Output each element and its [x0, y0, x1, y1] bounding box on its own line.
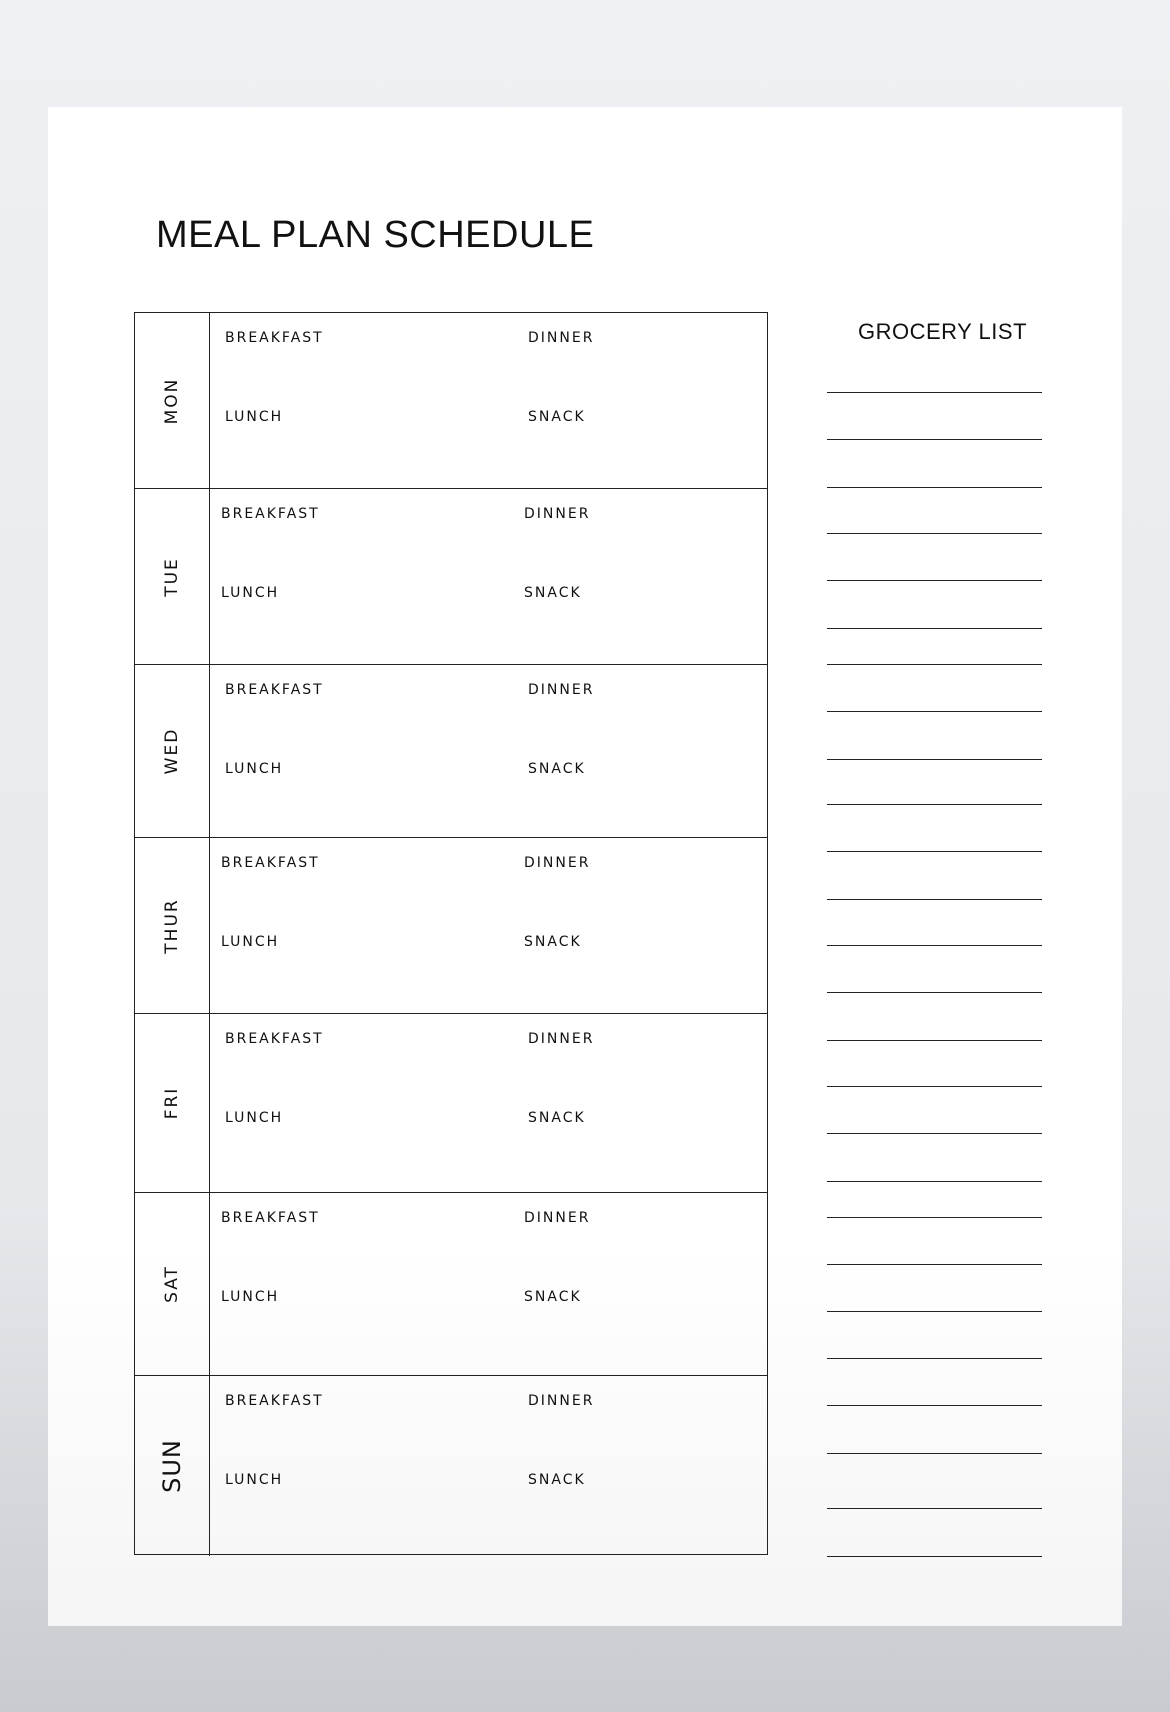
day-label: SUN — [158, 1439, 186, 1493]
grocery-line[interactable] — [827, 1264, 1042, 1265]
grocery-line[interactable] — [827, 1358, 1042, 1359]
dinner-label: DINNER — [528, 330, 595, 346]
breakfast-label: BREAKFAST — [225, 330, 324, 346]
grocery-line[interactable] — [827, 1556, 1042, 1557]
day-label: TUE — [162, 556, 182, 597]
breakfast-label: BREAKFAST — [225, 1031, 324, 1047]
dinner-label: DINNER — [528, 1393, 595, 1409]
day-row-wed — [135, 665, 767, 838]
grocery-line[interactable] — [827, 1086, 1042, 1087]
grocery-line[interactable] — [827, 711, 1042, 712]
grocery-line[interactable] — [827, 1453, 1042, 1454]
day-cell — [135, 1193, 210, 1375]
day-cell — [135, 313, 210, 488]
lunch-label: LUNCH — [221, 1289, 280, 1305]
lunch-label: LUNCH — [221, 585, 280, 601]
breakfast-label: BREAKFAST — [221, 1210, 320, 1226]
grocery-line[interactable] — [827, 1405, 1042, 1406]
grocery-line[interactable] — [827, 580, 1042, 581]
grocery-line[interactable] — [827, 392, 1042, 393]
grocery-line[interactable] — [827, 1133, 1042, 1134]
day-row-thur — [135, 838, 767, 1014]
grocery-line[interactable] — [827, 992, 1042, 993]
day-label: FRI — [162, 1086, 182, 1120]
lunch-label: LUNCH — [225, 409, 284, 425]
snack-label: SNACK — [528, 409, 586, 425]
day-row-fri — [135, 1014, 767, 1193]
day-cell — [135, 838, 210, 1013]
day-cell — [135, 489, 210, 664]
grocery-line[interactable] — [827, 1217, 1042, 1218]
grocery-list-title: GROCERY LIST — [858, 319, 1028, 344]
dinner-label: DINNER — [524, 1210, 591, 1226]
breakfast-label: BREAKFAST — [225, 1393, 324, 1409]
day-label: THUR — [162, 897, 182, 954]
grocery-line[interactable] — [827, 759, 1042, 760]
day-label: WED — [162, 727, 182, 775]
day-row-sat — [135, 1193, 767, 1376]
lunch-label: LUNCH — [225, 1472, 284, 1488]
dinner-label: DINNER — [528, 1031, 595, 1047]
day-row-sun — [135, 1376, 767, 1556]
snack-label: SNACK — [524, 1289, 582, 1305]
grocery-line[interactable] — [827, 439, 1042, 440]
day-cell — [135, 1376, 210, 1556]
day-label: SAT — [162, 1265, 182, 1303]
snack-label: SNACK — [524, 934, 582, 950]
grocery-line[interactable] — [827, 899, 1042, 900]
page-title: MEAL PLAN SCHEDULE — [156, 214, 595, 256]
snack-label: SNACK — [528, 1110, 586, 1126]
grocery-line[interactable] — [827, 1311, 1042, 1312]
day-label: MON — [162, 377, 182, 424]
grocery-line[interactable] — [827, 945, 1042, 946]
lunch-label: LUNCH — [225, 1110, 284, 1126]
day-cell — [135, 665, 210, 837]
snack-label: SNACK — [528, 761, 586, 777]
snack-label: SNACK — [528, 1472, 586, 1488]
lunch-label: LUNCH — [221, 934, 280, 950]
breakfast-label: BREAKFAST — [221, 506, 320, 522]
grocery-line[interactable] — [827, 1040, 1042, 1041]
lunch-label: LUNCH — [225, 761, 284, 777]
grocery-line[interactable] — [827, 1181, 1042, 1182]
grocery-line[interactable] — [827, 533, 1042, 534]
dinner-label: DINNER — [524, 506, 591, 522]
snack-label: SNACK — [524, 585, 582, 601]
grocery-line[interactable] — [827, 851, 1042, 852]
breakfast-label: BREAKFAST — [221, 855, 320, 871]
day-row-tue — [135, 489, 767, 665]
grocery-line[interactable] — [827, 804, 1042, 805]
dinner-label: DINNER — [524, 855, 591, 871]
meal-plan-table — [134, 312, 768, 1555]
dinner-label: DINNER — [528, 682, 595, 698]
grocery-line[interactable] — [827, 1508, 1042, 1509]
day-cell — [135, 1014, 210, 1192]
grocery-line[interactable] — [827, 664, 1042, 665]
grocery-line[interactable] — [827, 487, 1042, 488]
day-row-mon — [135, 313, 767, 489]
breakfast-label: BREAKFAST — [225, 682, 324, 698]
grocery-line[interactable] — [827, 628, 1042, 629]
